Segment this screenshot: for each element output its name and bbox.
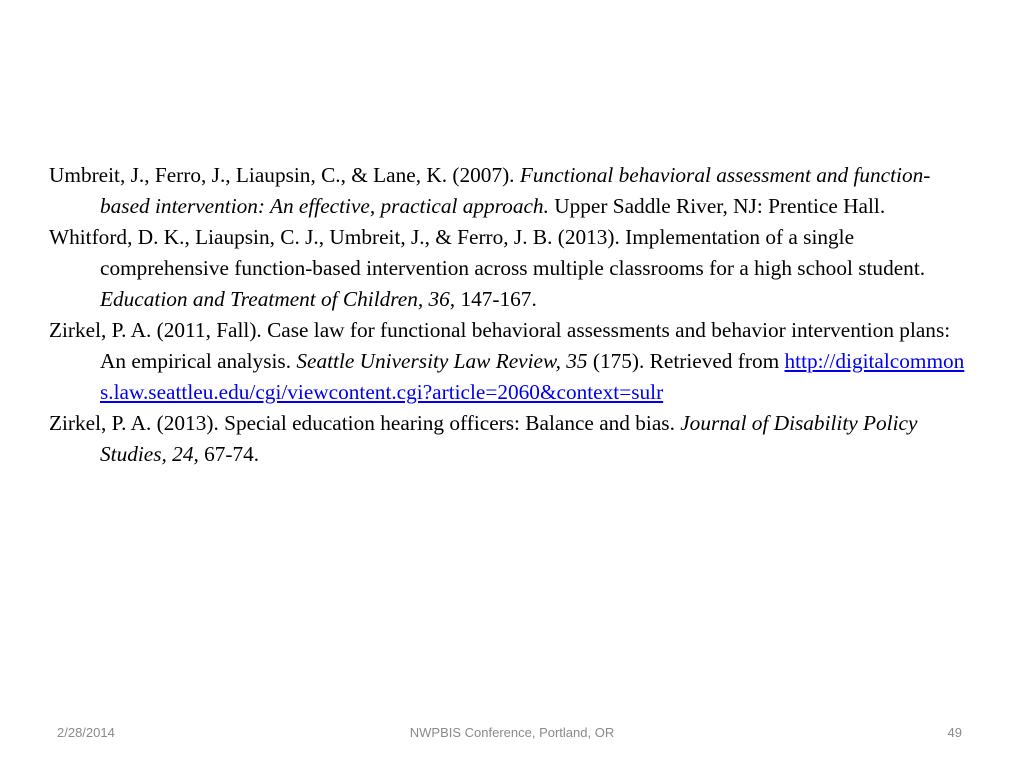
reference-title: Functional behavioral assessment and function-based intervention: An effective, practical approach.	[100, 163, 931, 218]
reference-entry	[49, 315, 974, 408]
reference-publisher: Upper Saddle River, NJ: Prentice Hall.	[548, 194, 886, 218]
reference-authors: Umbreit, J., Ferro, J., Liaupsin, C., & Lane, K. (2007).	[49, 163, 520, 187]
reference-authors: Whitford, D. K., Liaupsin, C. J., Umbreit, J., & Ferro, J. B. (2013). Implementation of a single comprehensive function-based intervention across multiple classrooms for a high school student.	[49, 225, 926, 280]
footer-date: 2/28/2014	[57, 725, 115, 740]
reference-pages: 147-167.	[455, 287, 537, 311]
reference-pages: 67-74.	[198, 442, 260, 466]
footer-title: NWPBIS Conference, Portland, OR	[409, 725, 615, 740]
reference-journal: Seattle University Law Review, 35	[296, 349, 588, 373]
reference-link[interactable]: http://digitalcommons.law.seattleu.edu/cgi/viewcontent.cgi?article=2060&context=sulr	[100, 349, 965, 404]
reference-entry	[49, 222, 974, 315]
reference-journal: Journal of Disability Policy Studies, 24,	[100, 411, 918, 466]
reference-entry	[49, 160, 974, 222]
reference-list	[49, 160, 974, 470]
reference-authors: Zirkel, P. A. (2013). Special education hearing officers: Balance and bias.	[49, 411, 681, 435]
reference-entry	[49, 408, 974, 470]
slide-number: 49	[947, 725, 962, 740]
reference-retrieval: (175). Retrieved from	[587, 349, 785, 373]
reference-authors: Zirkel, P. A. (2011, Fall). Case law for functional behavioral assessments and behavior intervention plans: An empirical analysis.	[49, 318, 951, 373]
reference-journal: Education and Treatment of Children, 36,	[100, 287, 456, 311]
